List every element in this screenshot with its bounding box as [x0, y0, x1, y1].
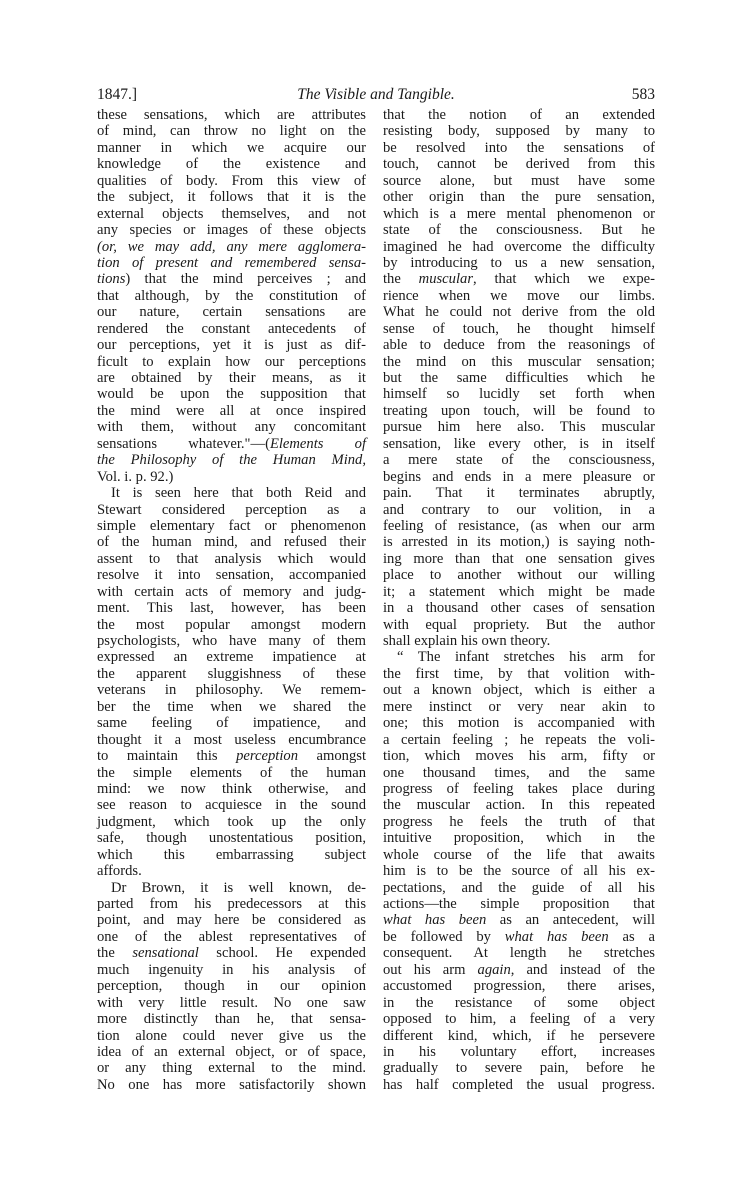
text-line — [97, 239, 366, 255]
line-text: with very little result. No one saw — [97, 994, 366, 1011]
line-text: in the resistance of some object — [383, 994, 655, 1011]
line-text: a certain feeling ; he repeats the voli- — [383, 731, 655, 748]
text-line — [97, 436, 366, 452]
line-text: assent to that analysis which would — [97, 550, 366, 567]
text-line — [383, 189, 655, 205]
line-text: consequent. At length he stretches — [383, 945, 655, 962]
line-text: be followed by — [383, 928, 505, 945]
text-line — [97, 551, 366, 567]
text-line — [383, 206, 655, 222]
text-line — [383, 584, 655, 600]
line-text: tion of present and remembered sensa- — [97, 254, 366, 271]
text-line — [383, 452, 655, 468]
line-text: of mind, can throw no light on the — [97, 123, 366, 140]
line-text: imagined he had overcome the difficulty — [383, 238, 655, 255]
line-text: shall explain his own theory. — [383, 633, 551, 649]
line-text: simple elementary fact or phenomenon — [97, 517, 366, 534]
line-text: the — [97, 945, 133, 962]
text-line — [383, 271, 655, 287]
text-line — [97, 1060, 366, 1076]
line-text: himself so lucidly set forth when — [383, 386, 655, 403]
text-line — [383, 386, 655, 402]
text-line — [383, 682, 655, 698]
text-line — [97, 173, 366, 189]
line-text: mind: we now think otherwise, and — [97, 780, 366, 797]
running-head-year: 1847.] — [97, 86, 138, 103]
text-line — [97, 354, 366, 370]
line-text: it; a statement which might be made — [383, 583, 655, 600]
line-text: gradually to severe pain, before he — [383, 1060, 655, 1077]
line-text: begins and ends in a mere pleasure or — [383, 468, 655, 485]
line-text: point, and may here be considered as — [97, 912, 366, 929]
line-text: with them, without any concomitant — [97, 419, 366, 436]
line-text: in his voluntary effort, increases — [383, 1043, 655, 1060]
text-line — [97, 518, 366, 534]
text-line — [383, 370, 655, 386]
line-text: more distinctly than he, that sensa- — [97, 1011, 366, 1028]
left-column — [97, 107, 366, 1093]
line-text: the first time, by that volition with- — [383, 665, 655, 682]
text-line — [383, 896, 655, 912]
line-text: It is seen here that both Reid and — [111, 485, 366, 502]
text-line — [97, 255, 366, 271]
text-line — [383, 781, 655, 797]
line-text: thought it a most useless encumbrance — [97, 731, 366, 748]
text-line — [97, 896, 366, 912]
line-text: see reason to acquiesce in the sound — [97, 797, 366, 814]
text-line — [97, 617, 366, 633]
right-column — [383, 107, 655, 1093]
line-text: Dr Brown, it is well known, de- — [111, 879, 366, 896]
text-line — [97, 386, 366, 402]
line-text: sensations whatever."—( — [97, 435, 270, 452]
book-page — [97, 86, 655, 1093]
line-text: touch, cannot be derived from this — [383, 156, 655, 173]
text-line — [383, 1077, 655, 1093]
text-line — [383, 239, 655, 255]
text-line — [383, 304, 655, 320]
text-line — [383, 403, 655, 419]
text-line — [383, 978, 655, 994]
line-text: by introducing to us a new sensation, — [383, 254, 655, 271]
text-line — [97, 633, 366, 649]
line-text: source alone, but must have some — [383, 172, 655, 189]
text-line — [97, 452, 366, 468]
text-line — [383, 140, 655, 156]
italic-span: sensational — [132, 945, 199, 962]
running-head-title: The Visible and Tangible. — [297, 86, 455, 103]
text-line — [383, 912, 655, 928]
line-text: safe, though unostentatious position, — [97, 830, 366, 847]
line-text: qualities of body. From this view of — [97, 172, 366, 189]
line-text: school. He expended — [198, 945, 366, 962]
line-text: resolve it into sensation, accompanied — [97, 567, 366, 584]
line-text: feeling of resistance, (as when our arm — [383, 517, 655, 534]
line-text: pain. That it terminates abruptly, — [383, 485, 655, 502]
line-text: out a known object, which is either a — [383, 682, 655, 699]
line-text: opposed to him, a feeling of a very — [383, 1011, 655, 1028]
text-line — [97, 830, 366, 846]
page-number: 583 — [631, 86, 655, 103]
text-line — [97, 1077, 366, 1093]
text-line — [97, 1028, 366, 1044]
line-text: or any thing external to the mind. — [97, 1060, 366, 1077]
line-text: these sensations, which are attributes — [97, 107, 366, 123]
text-line — [383, 255, 655, 271]
line-text: accustomed progression, there arises, — [383, 978, 655, 995]
text-line — [383, 945, 655, 961]
italic-span: tions — [97, 271, 126, 288]
line-text: are obtained by their means, as it — [97, 370, 366, 386]
running-head — [97, 86, 655, 106]
text-line — [97, 765, 366, 781]
line-text: able to deduce from the reasonings of — [383, 337, 655, 354]
text-line — [383, 567, 655, 583]
italic-span: Elements of — [269, 435, 366, 452]
line-text: has half completed the usual progress. — [383, 1076, 655, 1093]
line-text: affords. — [97, 863, 142, 880]
text-line — [383, 534, 655, 550]
line-text: amongst — [298, 748, 366, 765]
line-text: a mere state of the consciousness, — [383, 452, 655, 469]
text-line — [383, 830, 655, 846]
line-text: is arrested in its motion,) is saying noth- — [383, 534, 655, 551]
line-text: the subject, it follows that it is the — [97, 189, 366, 206]
line-text: to maintain this — [97, 748, 237, 765]
text-line — [97, 337, 366, 353]
line-text: ficult to explain how our perceptions — [97, 353, 366, 370]
text-line — [97, 567, 366, 583]
line-text: sensation, like every other, is in itself — [383, 435, 655, 452]
text-line — [383, 765, 655, 781]
line-text: perception, though in our opinion — [97, 978, 366, 995]
text-columns — [97, 107, 655, 1093]
text-line — [383, 354, 655, 370]
line-text: one thousand times, and the same — [383, 764, 655, 781]
text-line — [97, 880, 366, 896]
line-text: one of the ablest representatives of — [97, 928, 366, 945]
line-text: judgment, which took up the only — [97, 813, 366, 830]
line-text: the mind on this muscular sensation; — [383, 353, 655, 370]
line-text: sense of touch, he thought himself — [383, 320, 655, 337]
text-line — [383, 1044, 655, 1060]
line-text: that the notion of an extended — [383, 107, 655, 123]
text-line — [383, 962, 655, 978]
text-line — [383, 732, 655, 748]
text-line — [97, 912, 366, 928]
text-line — [97, 370, 366, 386]
line-text: veterans in philosophy. We remem- — [97, 682, 366, 699]
text-line — [383, 666, 655, 682]
text-line — [383, 649, 655, 665]
line-text: the — [383, 271, 419, 288]
italic-span: what has been — [504, 928, 609, 945]
text-line — [97, 321, 366, 337]
line-text: Stewart considered perception as a — [97, 501, 366, 518]
text-line — [97, 189, 366, 205]
text-line — [97, 271, 366, 287]
text-line — [97, 732, 366, 748]
line-text: would be upon the supposition that — [97, 386, 366, 403]
line-text: whole course of the life that awaits — [383, 846, 655, 863]
line-text: with equal propriety. But the author — [383, 616, 655, 633]
text-line — [97, 1011, 366, 1027]
line-text: as an antecedent, will — [486, 912, 655, 929]
text-line — [383, 600, 655, 616]
line-text: our perceptions, yet it is just as dif- — [97, 337, 366, 354]
text-line — [383, 880, 655, 896]
line-text: What he could not derive from the old — [383, 304, 655, 321]
text-line — [97, 304, 366, 320]
text-line — [97, 485, 366, 501]
text-line — [383, 469, 655, 485]
text-line — [97, 123, 366, 139]
line-text: but the same difficulties which he — [383, 370, 655, 386]
text-line — [97, 1044, 366, 1060]
line-text: parted from his predecessors at this — [97, 896, 366, 912]
line-text: , and instead of the — [510, 961, 655, 978]
line-text: knowledge of the existence and — [97, 156, 366, 173]
text-line — [97, 140, 366, 156]
line-text: No one has more satisfactorily shown — [97, 1076, 366, 1093]
line-text: Vol. i. p. 92.) — [97, 468, 174, 485]
line-text: place to another without our willing — [383, 567, 655, 584]
text-line — [97, 781, 366, 797]
text-line — [97, 748, 366, 764]
text-line — [97, 814, 366, 830]
text-line — [97, 847, 366, 863]
line-text: idea of an external object, or of space, — [97, 1043, 366, 1060]
italic-span: what has been — [383, 912, 487, 929]
line-text: any species or images of these objects — [97, 222, 366, 239]
text-line — [97, 403, 366, 419]
text-line — [97, 600, 366, 616]
text-line — [97, 156, 366, 172]
line-text: mere instinct or very near akin to — [383, 698, 655, 715]
text-line — [97, 797, 366, 813]
line-text: treating upon touch, will be found to — [383, 402, 655, 419]
text-line — [97, 584, 366, 600]
text-line — [97, 945, 366, 961]
line-text: ) that the mind perceives ; and — [125, 271, 366, 288]
line-text: our nature, certain sensations are — [97, 304, 366, 321]
line-text: that although, by the constitution of — [97, 287, 366, 304]
line-text: intuitive proposition, which in the — [383, 830, 655, 847]
line-text: pectations, and the guide of all his — [383, 879, 655, 896]
line-text: actions—the simple proposition that — [383, 896, 655, 912]
text-line — [383, 797, 655, 813]
line-text: different kind, which, if he persevere — [383, 1027, 655, 1044]
text-line — [97, 649, 366, 665]
text-line — [383, 929, 655, 945]
line-text: psychologists, who have many of them — [97, 633, 366, 649]
line-text: (or, we may add, any mere agglomera- — [97, 238, 366, 255]
text-line — [383, 222, 655, 238]
text-line — [383, 1060, 655, 1076]
text-line — [97, 502, 366, 518]
line-text: the mind were all at once inspired — [97, 402, 366, 419]
line-text: resisting body, supposed by many to — [383, 123, 655, 140]
text-line — [97, 978, 366, 994]
line-text: tion alone could never give us the — [97, 1027, 366, 1044]
text-line — [97, 962, 366, 978]
text-line — [383, 518, 655, 534]
line-text: the simple elements of the human — [97, 764, 366, 781]
text-line — [383, 107, 655, 123]
line-text: pursue him here also. This muscular — [383, 419, 655, 436]
text-line — [97, 288, 366, 304]
line-text: the muscular action. In this repeated — [383, 797, 655, 814]
text-line — [383, 337, 655, 353]
text-line — [97, 995, 366, 1011]
line-text: the Philosophy of the Human Mind, — [97, 452, 366, 469]
text-line — [97, 206, 366, 222]
text-line — [97, 715, 366, 731]
line-text: other origin than the pure sensation, — [383, 189, 655, 206]
text-line — [97, 929, 366, 945]
line-text: him is to be the source of all his ex- — [383, 863, 655, 880]
text-line — [97, 222, 366, 238]
text-line — [97, 534, 366, 550]
line-text: which is a mere mental phenomenon or — [383, 205, 655, 222]
italic-span: perception — [236, 748, 298, 765]
text-line — [383, 995, 655, 1011]
text-line — [383, 485, 655, 501]
line-text: ber the time when we shared the — [97, 698, 366, 715]
text-line — [383, 173, 655, 189]
text-line — [383, 551, 655, 567]
text-line — [383, 436, 655, 452]
text-line — [383, 419, 655, 435]
line-text: one; this motion is accompanied with — [383, 715, 655, 732]
text-line — [97, 682, 366, 698]
line-text: , that which we expe- — [473, 271, 655, 288]
text-line — [383, 633, 655, 649]
line-text: the most popular amongst modern — [97, 616, 366, 633]
text-line — [383, 863, 655, 879]
line-text: which this embarrassing subject — [97, 846, 366, 863]
text-line — [97, 699, 366, 715]
text-line — [97, 863, 366, 879]
line-text: the apparent sluggishness of these — [97, 665, 366, 682]
line-text: tion, which moves his arm, fifty or — [383, 748, 655, 765]
line-text: rendered the constant antecedents of — [97, 320, 366, 337]
line-text: same feeling of impatience, and — [97, 715, 366, 732]
line-text: with certain acts of memory and judg- — [97, 583, 366, 600]
italic-span: again — [477, 961, 511, 978]
text-line — [383, 715, 655, 731]
line-text: state of the consciousness. But he — [383, 222, 655, 239]
text-line — [383, 748, 655, 764]
line-text: as a — [608, 928, 655, 945]
text-line — [97, 666, 366, 682]
line-text: ment. This last, however, has been — [97, 600, 366, 617]
line-text: rience when we move our limbs. — [383, 287, 655, 304]
text-line — [383, 288, 655, 304]
text-line — [383, 814, 655, 830]
text-line — [97, 419, 366, 435]
line-text: of the human mind, and refused their — [97, 534, 366, 551]
line-text: progress of feeling takes place during — [383, 780, 655, 797]
text-line — [383, 156, 655, 172]
line-text: “ The infant stretches his arm for — [397, 649, 655, 666]
text-line — [383, 617, 655, 633]
text-line — [97, 107, 366, 123]
text-line — [383, 847, 655, 863]
text-line — [383, 1011, 655, 1027]
text-line — [383, 502, 655, 518]
line-text: external objects themselves, and not — [97, 205, 366, 222]
line-text: be resolved into the sensations of — [383, 139, 655, 156]
line-text: much ingenuity in his analysis of — [97, 961, 366, 978]
line-text: expressed an extreme impatience at — [97, 649, 366, 666]
line-text: ing more than that one sensation gives — [383, 550, 655, 567]
line-text: in a thousand other cases of sensation — [383, 600, 655, 617]
text-line — [97, 469, 366, 485]
text-line — [383, 699, 655, 715]
italic-span: muscular — [418, 271, 473, 288]
text-line — [383, 123, 655, 139]
line-text: out his arm — [383, 961, 478, 978]
line-text: and contrary to our volition, in a — [383, 501, 655, 518]
line-text: manner in which we acquire our — [97, 139, 366, 156]
line-text: progress he feels the truth of that — [383, 813, 655, 830]
text-line — [383, 1028, 655, 1044]
text-line — [383, 321, 655, 337]
